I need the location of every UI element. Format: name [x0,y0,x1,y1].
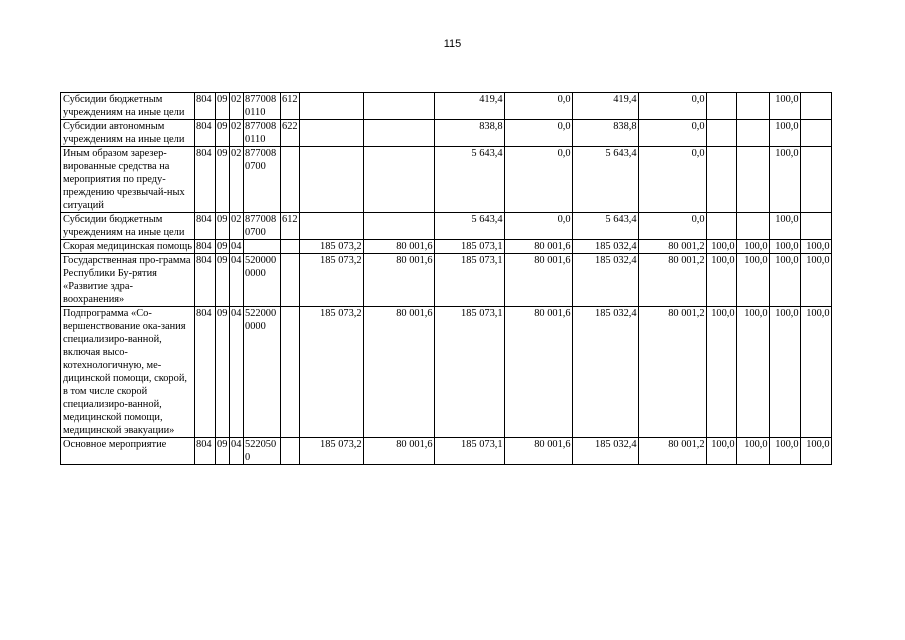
target-article-code: 8770080110 [244,93,281,120]
percent-col-3: 100,0 [769,240,800,254]
table-row [61,254,832,307]
section-code: 09 [216,254,230,307]
value-col-6: 80 001,2 [638,240,706,254]
subsection-code: 04 [230,254,244,307]
ved-code: 804 [195,254,216,307]
value-col-4: 0,0 [504,120,572,147]
value-col-5: 185 032,4 [572,307,638,438]
expense-type-code: 622 [281,120,300,147]
table-row [61,240,832,254]
percent-col-2: 100,0 [736,438,769,465]
value-col-2 [363,93,434,120]
section-code: 09 [216,213,230,240]
row-name: Государственная про-грамма Республики Бу-рятия «Развитие здра-воохранения» [61,254,195,307]
subsection-code: 02 [230,120,244,147]
value-col-4: 0,0 [504,147,572,213]
value-col-5: 5 643,4 [572,147,638,213]
percent-col-2 [736,147,769,213]
section-code: 09 [216,120,230,147]
ved-code: 804 [195,120,216,147]
row-name: Скорая медицинская помощь [61,240,195,254]
value-col-3: 5 643,4 [434,147,504,213]
table-row [61,213,832,240]
value-col-1 [299,120,363,147]
value-col-6: 80 001,2 [638,254,706,307]
subsection-code: 02 [230,93,244,120]
percent-col-2 [736,120,769,147]
percent-col-1: 100,0 [706,240,736,254]
value-col-2: 80 001,6 [363,438,434,465]
table-row [61,93,832,120]
row-name: Субсидии бюджетным учреждениям на иные цели [61,213,195,240]
percent-col-4 [800,213,831,240]
value-col-5: 419,4 [572,93,638,120]
value-col-3: 419,4 [434,93,504,120]
expense-type-code [281,254,300,307]
percent-col-3: 100,0 [769,213,800,240]
expense-type-code [281,240,300,254]
ved-code: 804 [195,307,216,438]
value-col-5: 185 032,4 [572,254,638,307]
value-col-2: 80 001,6 [363,240,434,254]
value-col-4: 80 001,6 [504,254,572,307]
value-col-5: 838,8 [572,120,638,147]
row-name: Основное мероприятие [61,438,195,465]
row-name: Субсидии автономным учреждениям на иные цели [61,120,195,147]
value-col-6: 0,0 [638,213,706,240]
percent-col-2 [736,93,769,120]
value-col-2: 80 001,6 [363,307,434,438]
value-col-3: 185 073,1 [434,438,504,465]
section-code: 09 [216,93,230,120]
expense-type-code: 612 [281,93,300,120]
percent-col-1: 100,0 [706,307,736,438]
page-number: 115 [443,38,462,50]
subsection-code: 04 [230,438,244,465]
section-code: 09 [216,307,230,438]
percent-col-3: 100,0 [769,438,800,465]
value-col-4: 0,0 [504,93,572,120]
value-col-6: 80 001,2 [638,307,706,438]
subsection-code: 02 [230,147,244,213]
percent-col-2 [736,213,769,240]
target-article-code: 8770080700 [244,213,281,240]
value-col-3: 838,8 [434,120,504,147]
value-col-1 [299,93,363,120]
percent-col-4: 100,0 [800,438,831,465]
table-row [61,120,832,147]
section-code: 09 [216,240,230,254]
value-col-2 [363,213,434,240]
percent-col-3: 100,0 [769,93,800,120]
percent-col-4: 100,0 [800,307,831,438]
value-col-3: 185 073,1 [434,240,504,254]
table-row [61,147,832,213]
value-col-1 [299,147,363,213]
percent-col-4: 100,0 [800,240,831,254]
expense-type-code: 612 [281,213,300,240]
ved-code: 804 [195,147,216,213]
budget-table [60,92,832,465]
value-col-5: 5 643,4 [572,213,638,240]
percent-col-1: 100,0 [706,438,736,465]
row-name: Субсидии бюджетным учреждениям на иные цели [61,93,195,120]
percent-col-1 [706,93,736,120]
target-article-code [244,240,281,254]
subsection-code: 02 [230,213,244,240]
target-article-code: 5220500 [244,438,281,465]
value-col-4: 80 001,6 [504,307,572,438]
ved-code: 804 [195,213,216,240]
percent-col-3: 100,0 [769,254,800,307]
target-article-code: 8770080110 [244,120,281,147]
value-col-3: 5 643,4 [434,213,504,240]
percent-col-4 [800,147,831,213]
value-col-2: 80 001,6 [363,254,434,307]
value-col-2 [363,120,434,147]
budget-table-body [61,93,832,465]
row-name: Иным образом зарезер-вированные средства на мероприятия по преду-преждению чрезвычай-ных ситуаций [61,147,195,213]
subsection-code: 04 [230,307,244,438]
value-col-6: 0,0 [638,93,706,120]
value-col-4: 80 001,6 [504,240,572,254]
percent-col-2: 100,0 [736,240,769,254]
percent-col-1 [706,213,736,240]
ved-code: 804 [195,93,216,120]
expense-type-code [281,147,300,213]
percent-col-4 [800,120,831,147]
expense-type-code [281,307,300,438]
value-col-1: 185 073,2 [299,438,363,465]
value-col-5: 185 032,4 [572,240,638,254]
ved-code: 804 [195,240,216,254]
percent-col-3: 100,0 [769,120,800,147]
value-col-3: 185 073,1 [434,307,504,438]
table-row [61,307,832,438]
value-col-1 [299,213,363,240]
value-col-1: 185 073,2 [299,240,363,254]
target-article-code: 5220000000 [244,307,281,438]
value-col-2 [363,147,434,213]
value-col-4: 0,0 [504,213,572,240]
percent-col-4: 100,0 [800,254,831,307]
value-col-6: 0,0 [638,147,706,213]
expense-type-code [281,438,300,465]
percent-col-1 [706,147,736,213]
percent-col-2: 100,0 [736,254,769,307]
percent-col-3: 100,0 [769,147,800,213]
percent-col-4 [800,93,831,120]
percent-col-1 [706,120,736,147]
value-col-1: 185 073,2 [299,254,363,307]
percent-col-1: 100,0 [706,254,736,307]
ved-code: 804 [195,438,216,465]
target-article-code: 8770080700 [244,147,281,213]
value-col-5: 185 032,4 [572,438,638,465]
row-name: Подпрограмма «Со-вершенствование ока-зания специализиро-ванной, включая высо-котехнологичную, ме-дицинской помощи, скорой, в том числе скорой специализиро-ванной, медицинской помощи, медицинской эвакуации» [61,307,195,438]
section-code: 09 [216,438,230,465]
value-col-1: 185 073,2 [299,307,363,438]
subsection-code: 04 [230,240,244,254]
value-col-6: 80 001,2 [638,438,706,465]
percent-col-3: 100,0 [769,307,800,438]
value-col-3: 185 073,1 [434,254,504,307]
section-code: 09 [216,147,230,213]
percent-col-2: 100,0 [736,307,769,438]
value-col-4: 80 001,6 [504,438,572,465]
table-row [61,438,832,465]
target-article-code: 5200000000 [244,254,281,307]
value-col-6: 0,0 [638,120,706,147]
